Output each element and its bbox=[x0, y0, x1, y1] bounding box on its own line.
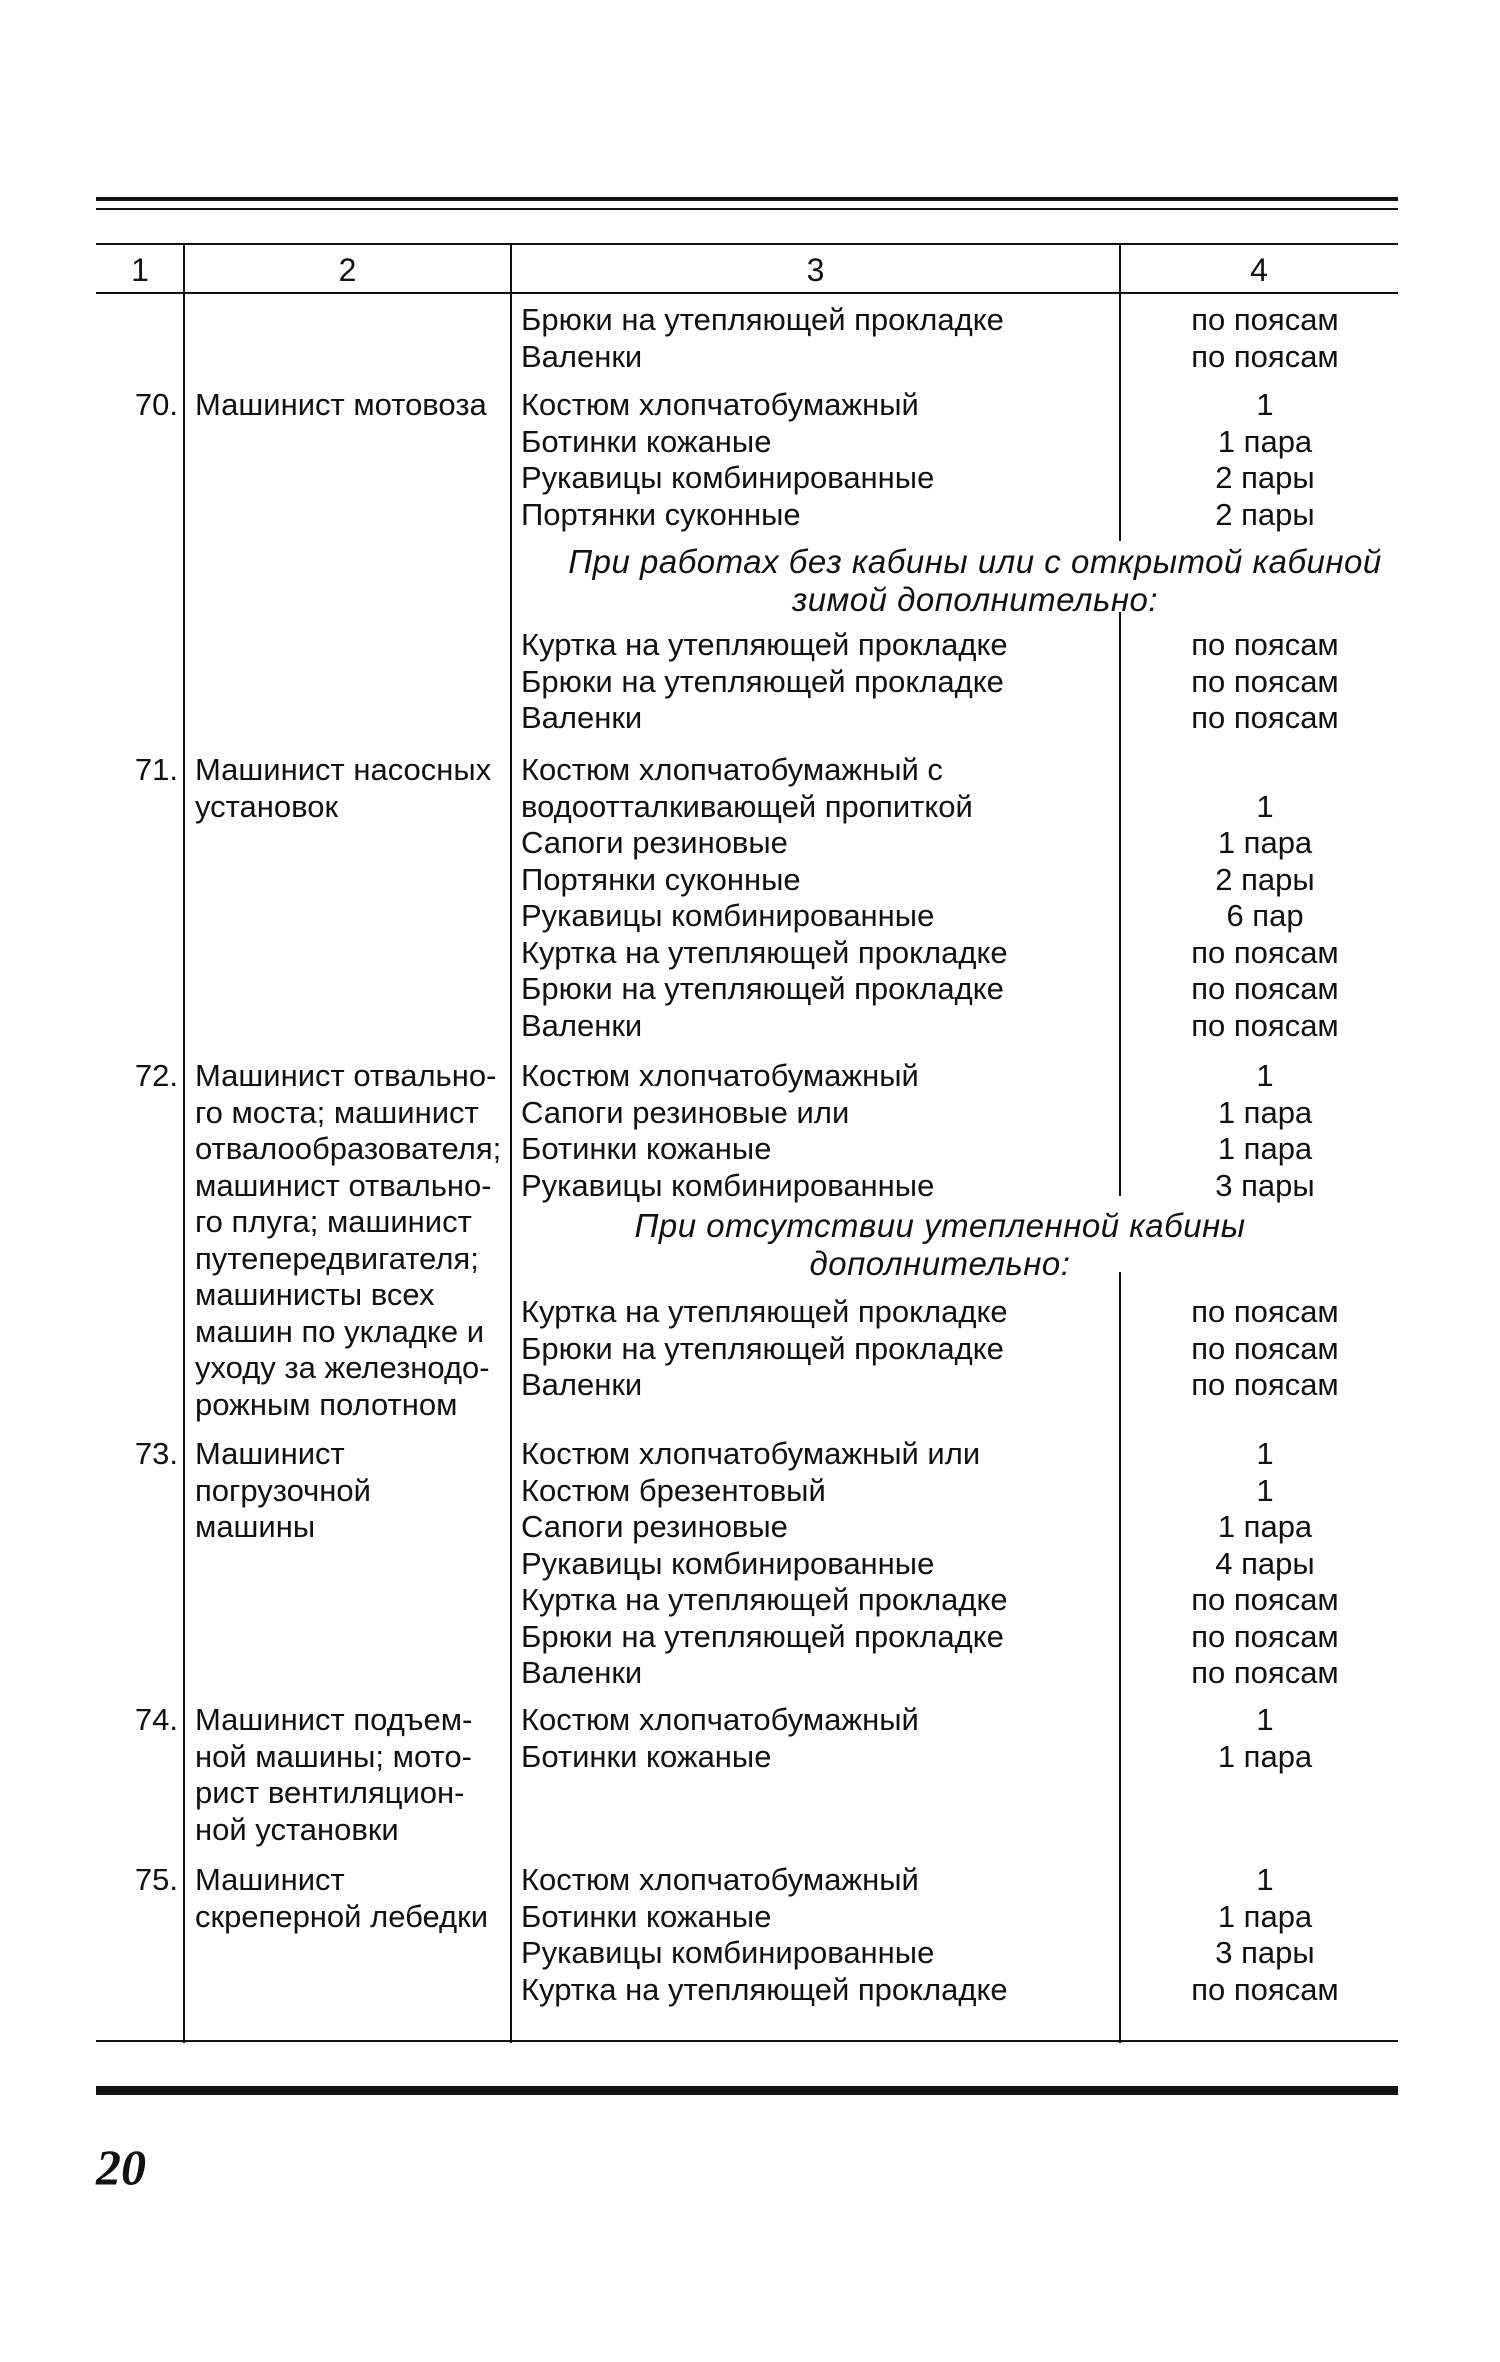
profession-line: Машинист bbox=[195, 1436, 345, 1471]
item-name: Рукавицы комбинированные bbox=[521, 460, 935, 495]
item-number: 73. bbox=[134, 1436, 178, 1471]
item-number: 70. bbox=[134, 387, 178, 422]
profession-line: Машинист мотовоза bbox=[195, 387, 487, 422]
item-name: водоотталкивающей пропиткой bbox=[521, 788, 973, 824]
item-name: Костюм хлопчатобумажный bbox=[521, 387, 919, 422]
item-name: Брюки на утепляющей прокладке bbox=[521, 663, 1004, 699]
profession-line: скреперной лебедки bbox=[195, 1898, 489, 1934]
item-name: Брюки на утепляющей прокладке bbox=[521, 1618, 1004, 1654]
top-rule bbox=[96, 197, 1398, 201]
item-qty: по поясам bbox=[1191, 1971, 1339, 2007]
profession-line: отвалообразователя; bbox=[195, 1131, 502, 1166]
item-qty: по поясам bbox=[1191, 302, 1339, 337]
profession-line: ной установки bbox=[195, 1811, 399, 1847]
item-qty: 1 bbox=[1256, 1436, 1274, 1471]
item-name: Брюки на утепляющей прокладке bbox=[521, 302, 1004, 337]
item-name: Костюм хлопчатобумажный bbox=[521, 1862, 919, 1897]
profession-line: машин по укладке и bbox=[195, 1313, 485, 1349]
item-qty: 1 пара bbox=[1217, 1131, 1313, 1166]
item-qty: по поясам bbox=[1191, 1330, 1339, 1366]
profession-line: уходу за железнодо- bbox=[195, 1350, 490, 1385]
item-name: Валенки bbox=[521, 338, 643, 374]
item-number: 75. bbox=[134, 1862, 178, 1897]
item-name: Брюки на утепляющей прокладке bbox=[521, 1330, 1004, 1366]
item-name: Сапоги резиновые bbox=[521, 825, 788, 860]
item-name: Валенки bbox=[521, 1007, 643, 1043]
item-name: Куртка на утепляющей прокладке bbox=[521, 934, 1008, 970]
item-name: Костюм хлопчатобумажный bbox=[521, 1702, 919, 1737]
item-name: Портянки суконные bbox=[521, 861, 801, 897]
item-qty: по поясам bbox=[1191, 1007, 1339, 1043]
item-qty: 1 bbox=[1256, 1862, 1274, 1897]
item-name: Валенки bbox=[521, 1367, 643, 1402]
item-qty: 1 пара bbox=[1217, 825, 1313, 860]
col-divider-3 bbox=[1119, 612, 1121, 1196]
item-name: Рукавицы комбинированные bbox=[521, 898, 935, 933]
item-name: Куртка на утепляющей прокладке bbox=[521, 627, 1008, 662]
item-qty: 1 bbox=[1256, 1472, 1274, 1508]
item-qty: 2 пары bbox=[1215, 460, 1315, 495]
header-top-border bbox=[96, 243, 1398, 245]
profession-line: установок bbox=[195, 788, 339, 824]
header-col-1: 1 bbox=[131, 252, 149, 288]
item-name: Валенки bbox=[521, 1655, 643, 1690]
item-name: Ботинки кожаные bbox=[521, 1738, 772, 1774]
profession-line: погрузочной bbox=[195, 1472, 371, 1508]
item-qty: по поясам bbox=[1191, 663, 1339, 699]
item-qty: по поясам bbox=[1191, 1367, 1339, 1402]
item-name: Рукавицы комбинированные bbox=[521, 1545, 935, 1581]
col-divider-3 bbox=[1119, 1272, 1121, 2043]
item-qty: по поясам bbox=[1191, 338, 1339, 374]
item-qty: 1 пара bbox=[1217, 423, 1313, 459]
item-name: Ботинки кожаные bbox=[521, 423, 772, 459]
profession-line: машинист отвально- bbox=[195, 1167, 492, 1203]
item-name: Костюм хлопчатобумажный или bbox=[521, 1436, 981, 1471]
item-qty: по поясам bbox=[1191, 934, 1339, 970]
item-number: 74. bbox=[134, 1702, 178, 1737]
header-col-2: 2 bbox=[338, 252, 357, 288]
profession-line: машинисты всех bbox=[195, 1277, 435, 1312]
item-qty: 6 пар bbox=[1226, 898, 1304, 933]
profession-line: Машинист насосных bbox=[195, 752, 492, 787]
item-name: Ботинки кожаные bbox=[521, 1131, 772, 1166]
note-line: зимой дополнительно: bbox=[791, 581, 1159, 618]
item-name: Валенки bbox=[521, 700, 643, 735]
item-qty: 4 пары bbox=[1215, 1545, 1315, 1581]
item-name: Костюм брезентовый bbox=[521, 1472, 826, 1508]
profession-line: Машинист отвально- bbox=[195, 1058, 497, 1093]
header-col-3: 3 bbox=[806, 252, 825, 288]
bottom-rule bbox=[96, 2086, 1398, 2095]
table-bottom-border bbox=[96, 2040, 1398, 2042]
profession-line: Машинист подъем- bbox=[195, 1702, 473, 1737]
header-col-4: 4 bbox=[1250, 252, 1268, 288]
col-divider-1 bbox=[183, 243, 185, 2043]
note-line: При отсутствии утепленной кабины bbox=[634, 1207, 1246, 1244]
item-name: Ботинки кожаные bbox=[521, 1898, 772, 1934]
col-divider-2 bbox=[510, 243, 512, 2043]
item-qty: по поясам bbox=[1191, 971, 1339, 1006]
item-qty: 2 пары bbox=[1215, 496, 1315, 532]
item-name: Рукавицы комбинированные bbox=[521, 1935, 935, 1970]
page-number: 20 bbox=[96, 2139, 146, 2195]
profession-line: ной машины; мото- bbox=[195, 1738, 472, 1774]
profession-line: путепередвигателя; bbox=[195, 1240, 479, 1276]
item-name: Куртка на утепляющей прокладке bbox=[521, 1582, 1008, 1617]
note-line: дополнительно: bbox=[809, 1245, 1071, 1282]
item-qty: 1 пара bbox=[1217, 1509, 1313, 1544]
item-qty: 1 пара bbox=[1217, 1094, 1313, 1130]
item-qty: по поясам bbox=[1191, 1655, 1339, 1690]
item-qty: по поясам bbox=[1191, 1582, 1339, 1617]
item-name: Костюм хлопчатобумажный с bbox=[521, 752, 943, 787]
item-number: 71. bbox=[134, 752, 178, 787]
profession-line: рожным полотном bbox=[195, 1386, 458, 1422]
profession-line: го плуга; машинист bbox=[195, 1204, 472, 1239]
item-qty: 3 пары bbox=[1215, 1167, 1315, 1203]
item-name: Брюки на утепляющей прокладке bbox=[521, 971, 1004, 1006]
item-name: Портянки суконные bbox=[521, 496, 801, 532]
item-name: Сапоги резиновые или bbox=[521, 1094, 850, 1130]
item-qty: по поясам bbox=[1191, 627, 1339, 662]
item-name: Рукавицы комбинированные bbox=[521, 1167, 935, 1203]
item-qty: 2 пары bbox=[1215, 861, 1315, 897]
item-qty: 1 пара bbox=[1217, 1898, 1313, 1934]
item-name: Куртка на утепляющей прокладке bbox=[521, 1971, 1008, 2007]
item-qty: 1 bbox=[1256, 788, 1274, 824]
profession-line: рист вентиляцион- bbox=[195, 1775, 465, 1810]
item-name: Сапоги резиновые bbox=[521, 1509, 788, 1544]
profession-line: машины bbox=[195, 1509, 316, 1544]
item-qty: по поясам bbox=[1191, 700, 1339, 735]
item-qty: по поясам bbox=[1191, 1294, 1339, 1329]
item-name: Куртка на утепляющей прокладке bbox=[521, 1294, 1008, 1329]
item-qty: 3 пары bbox=[1215, 1935, 1315, 1970]
note-line: При работах без кабины или с открытой кабиной bbox=[568, 543, 1382, 580]
item-qty: 1 bbox=[1256, 1702, 1274, 1737]
item-qty: 1 пара bbox=[1217, 1738, 1313, 1774]
item-qty: по поясам bbox=[1191, 1618, 1339, 1654]
profession-line: Машинист bbox=[195, 1862, 345, 1897]
item-name: Костюм хлопчатобумажный bbox=[521, 1058, 919, 1093]
header-bottom-border bbox=[96, 292, 1398, 294]
item-qty: 1 bbox=[1256, 1058, 1274, 1093]
profession-line: го моста; машинист bbox=[195, 1094, 479, 1130]
top-rule-thin bbox=[96, 208, 1398, 210]
item-number: 72. bbox=[134, 1058, 178, 1093]
item-qty: 1 bbox=[1256, 387, 1274, 422]
